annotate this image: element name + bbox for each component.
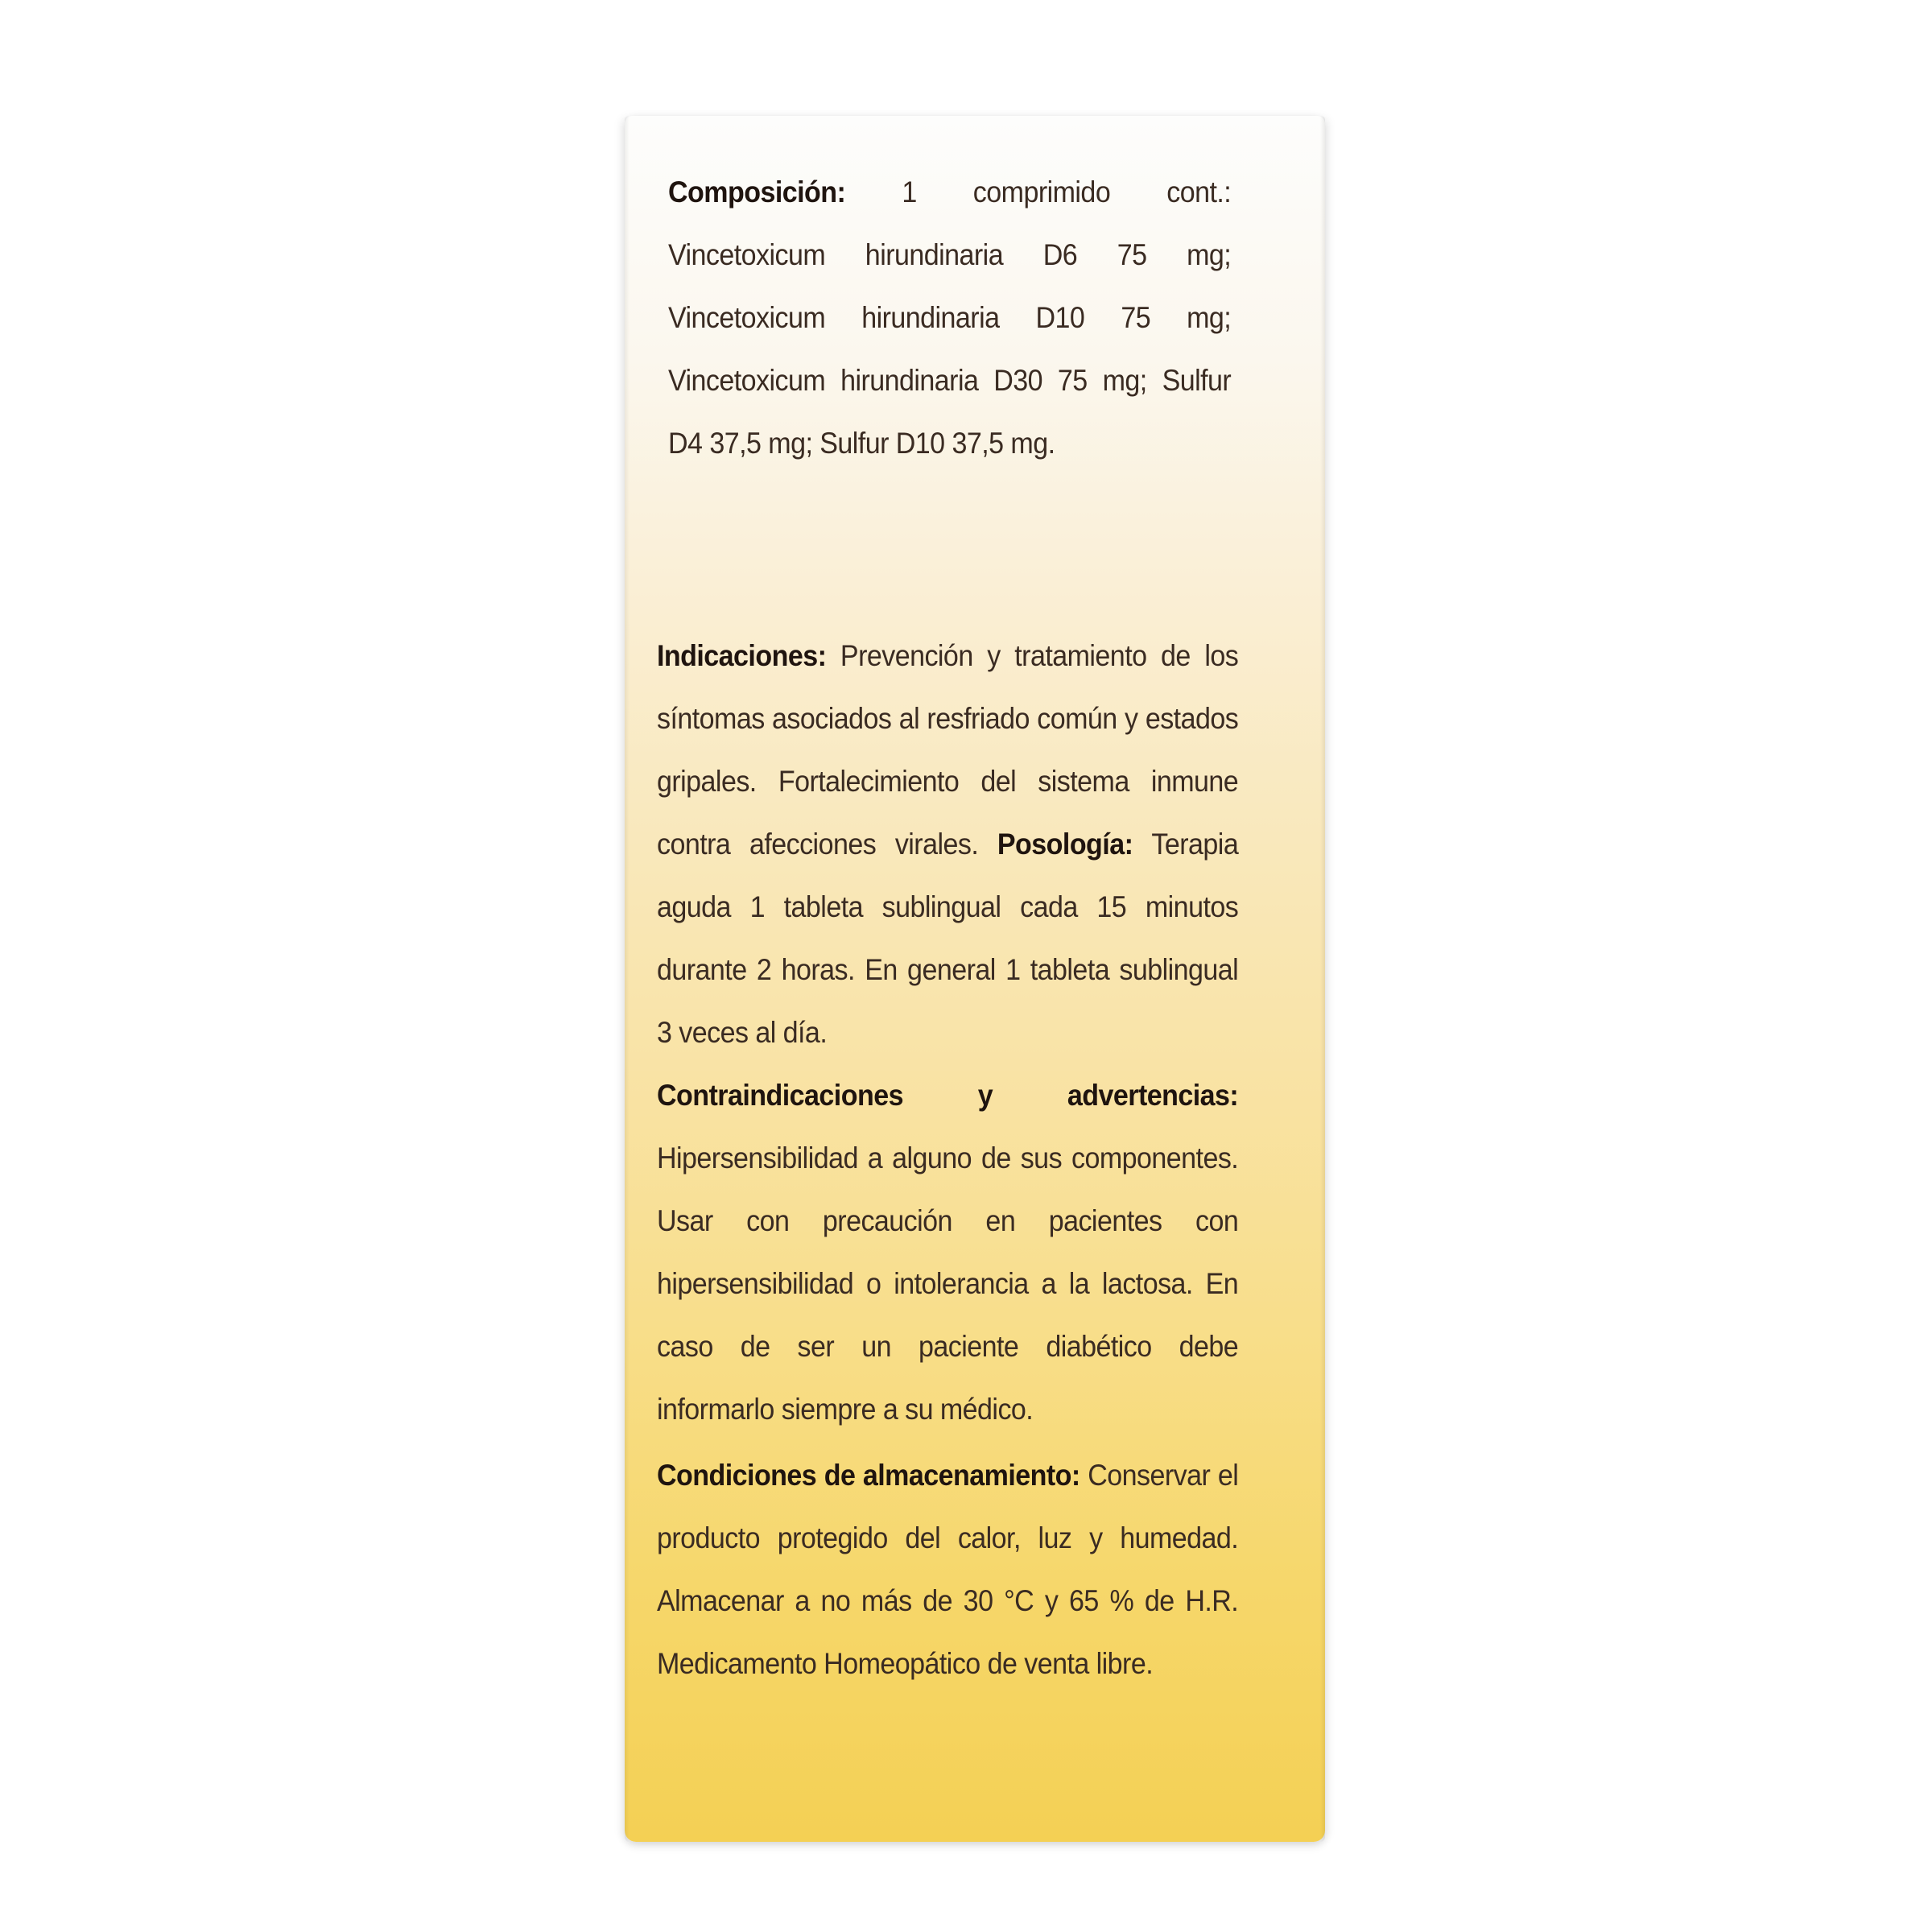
composition-heading: Composición: [668,175,846,208]
contraindications-text: Hipersensibilidad a alguno de sus componentes. Usar con precaución en pacientes con hipersensibilidad o intolerancia a la lactosa. En caso de ser un paciente diabético debe informarlo siempre a su médico. [657,1141,1239,1426]
storage-heading: Condiciones de almacenamiento: [657,1459,1080,1492]
medicine-box-side-panel [625,116,1325,1842]
composition-paragraph [668,161,1231,475]
indications-text: Prevención y tratamiento de los síntomas asociados al resfriado común y estados gripales. Fortalecimiento del sistema inmune contra afecciones virales. [657,639,1239,861]
box-left-edge-shadow [625,116,630,1842]
storage-text: Conservar el producto protegido del calor, luz y humedad. Almacenar a no más de 30 °C y 65 % de H.R. Medicamento Homeopático de venta libre. [657,1459,1239,1680]
contraindications-heading: Contraindicaciones y advertencias: [657,1079,1239,1112]
contraindications-paragraph [657,1064,1238,1441]
indications-paragraph [657,625,1238,1064]
composition-text: 1 comprimido cont.: Vincetoxicum hirundinaria D6 75 mg; Vincetoxicum hirundinaria D10 75 mg; Vincetoxicum hirundinaria D30 75 mg; Sulfur D4 37,5 mg; Sulfur D10 37,5 mg. [668,175,1232,460]
box-right-edge-shadow [1320,116,1325,1842]
indications-heading: Indicaciones: [657,639,827,672]
dosage-heading: Posología: [997,828,1133,861]
storage-paragraph [657,1444,1238,1695]
dosage-text: Terapia aguda 1 tableta sublingual cada 15 minutos durante 2 horas. En general 1 tableta sublingual 3 veces al día. [657,828,1239,1049]
